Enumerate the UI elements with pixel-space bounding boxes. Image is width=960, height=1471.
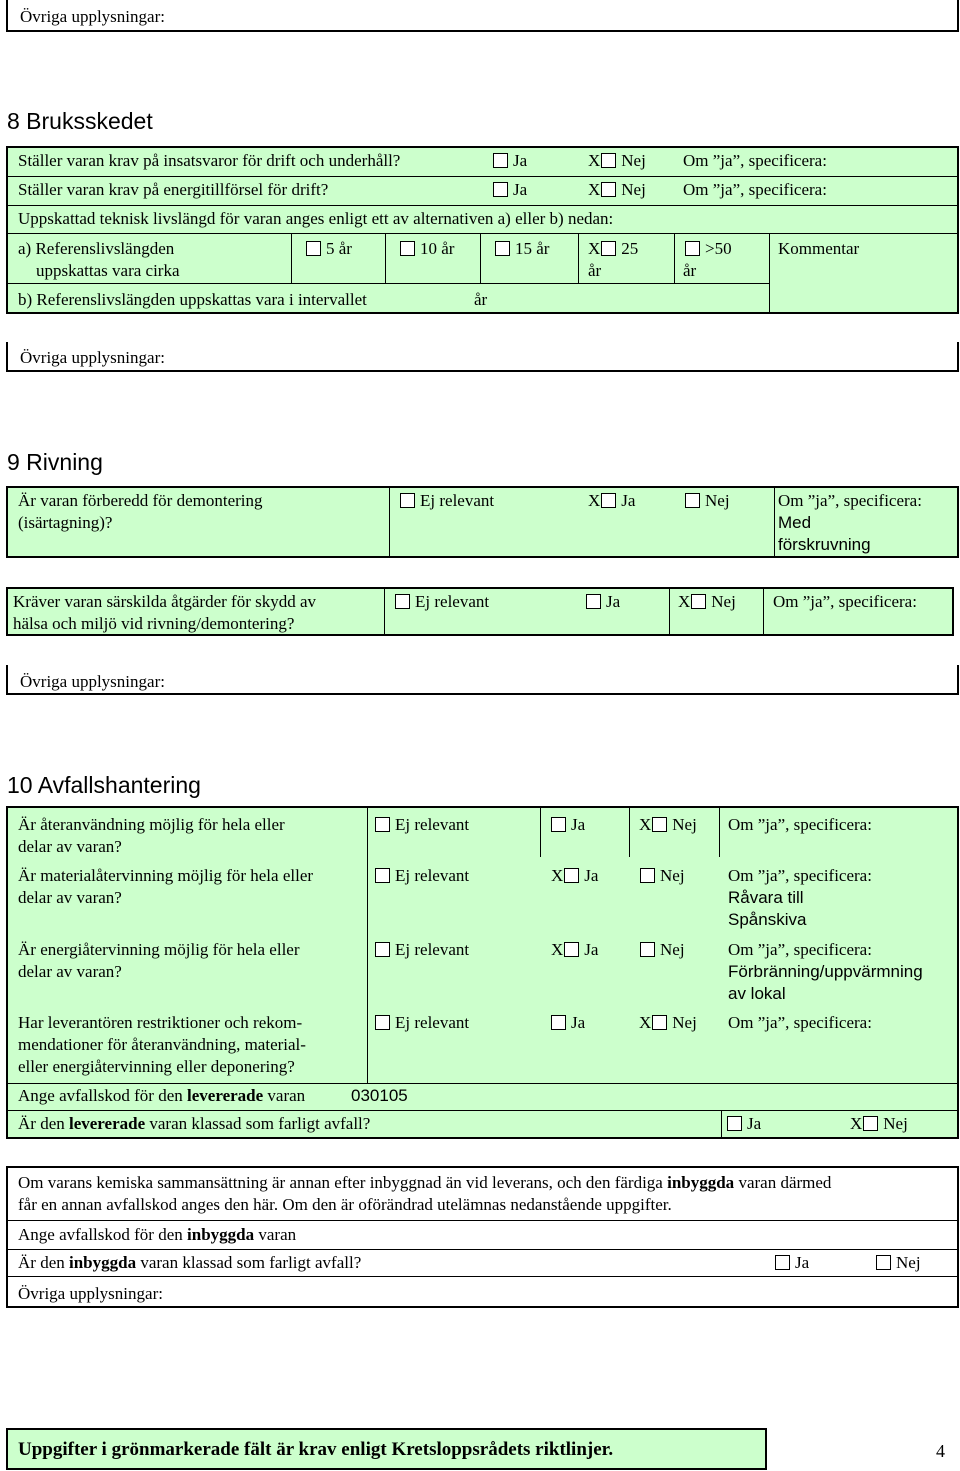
s10-q3-spec-value-1: Förbränning/uppvärmning — [728, 962, 923, 981]
s10-q3-ej-relevant-checkbox[interactable] — [375, 942, 390, 957]
s10-q2-spec-value-1: Råvara till — [728, 888, 804, 907]
s9-q2-label-2: hälsa och miljö vid rivning/demontering? — [13, 614, 295, 633]
s10-q3-spec-value-2: av lokal — [728, 984, 786, 1003]
ovriga-label: Övriga upplysningar: — [20, 7, 165, 26]
s9-q1-ja: X Ja — [588, 491, 636, 510]
s10-q4-ej-relevant-checkbox[interactable] — [375, 1015, 390, 1030]
s8-opt-25: X 25 — [588, 239, 639, 258]
s8-opt-5: 5 år — [306, 238, 352, 260]
s10-q4-ja-checkbox[interactable] — [551, 1015, 566, 1030]
s10-built-code-label: Ange avfallskod för den inbyggda varan — [18, 1225, 297, 1244]
s8-opt-15: 15 år — [495, 238, 549, 260]
s10-q2-spec-value-2: Spånskiva — [728, 910, 807, 929]
s8-opt-25-unit: år — [588, 261, 602, 280]
s10-q3-specify[interactable]: Om ”ja”, specificera: — [728, 940, 872, 959]
s8-q2-nej: X Nej — [588, 180, 646, 199]
ovriga-label: Övriga upplysningar: — [20, 348, 165, 367]
s10-q3-label-2: delar av varan? — [18, 962, 122, 981]
footer-note-box — [6, 1428, 767, 1470]
s10-q1-nej-checkbox[interactable] — [652, 817, 667, 832]
s10-q2-label-1: Är materialåtervinning möjlig för hela eller — [18, 866, 314, 885]
s8-q3: Uppskattad teknisk livslängd för varan anges enligt ett av alternativen a) eller b) nedan: — [18, 209, 614, 228]
s8-kommentar[interactable]: Kommentar — [778, 239, 860, 258]
s8-q1-ja-checkbox[interactable] — [493, 153, 508, 168]
s10-q1-specify[interactable]: Om ”ja”, specificera: — [728, 815, 872, 834]
s10-info-line-2: får en annan avfallskod anges den här. Om den är oförändrad utelämnas nedanstående uppgifter. — [18, 1195, 672, 1214]
s10-q4-nej-checkbox[interactable] — [652, 1015, 667, 1030]
s9-ovriga-box — [6, 665, 959, 695]
s8-ovriga-box — [6, 342, 959, 372]
s9-q2-ja: Ja — [586, 591, 620, 613]
s8-q2-ja: Ja — [493, 179, 527, 201]
s9-q1-spec-value-2: förskruvning — [778, 535, 871, 554]
section-9-heading: 9 Rivning — [7, 449, 103, 475]
s10-q3-nej-checkbox[interactable] — [640, 942, 655, 957]
footer-note: Uppgifter i grönmarkerade fält är krav enligt Kretsloppsrådets riktlinjer. — [18, 1439, 614, 1460]
s8-opt-50: >50 — [685, 238, 732, 260]
s8-opt-25-checkbox[interactable] — [601, 241, 616, 256]
s10-q1-nej: X Nej — [639, 815, 697, 834]
s10-built-hazard-nej-checkbox[interactable] — [876, 1255, 891, 1270]
s9-q2-nej-checkbox[interactable] — [691, 594, 706, 609]
s9-q2-ej-relevant-checkbox[interactable] — [395, 594, 410, 609]
s8-q1-nej: X Nej — [588, 151, 646, 170]
s10-q4-label-2: mendationer för återanvändning, material- — [18, 1035, 306, 1054]
s10-q4-label-1: Har leverantören restriktioner och rekom- — [18, 1013, 303, 1032]
s8-q2: Ställer varan krav på energitillförsel för drift? — [18, 180, 329, 199]
s10-q4-nej: X Nej — [639, 1013, 697, 1032]
s9-q2-specify[interactable]: Om ”ja”, specificera: — [773, 592, 917, 611]
s10-info-line-1: Om varans kemiska sammansättning är annan efter inbyggnad än vid leverans, och den färdiga inbyggda varan därmed — [18, 1173, 832, 1192]
s10-q2-nej: Nej — [640, 865, 685, 887]
s9-q1-nej: Nej — [685, 490, 730, 512]
s10-q1-ej-relevant-checkbox[interactable] — [375, 817, 390, 832]
s8-q1-ja: Ja — [493, 150, 527, 172]
s9-q1-ja-checkbox[interactable] — [601, 493, 616, 508]
s8-q1-specify[interactable]: Om ”ja”, specificera: — [683, 151, 827, 170]
s10-waste-code-value[interactable]: 030105 — [351, 1086, 408, 1105]
s10-q2-nej-checkbox[interactable] — [640, 868, 655, 883]
s8-q1: Ställer varan krav på insatsvaror för drift och underhåll? — [18, 151, 401, 170]
s10-built-hazard-nej: Nej — [876, 1252, 921, 1274]
s8-q1-nej-checkbox[interactable] — [601, 153, 616, 168]
top-ovriga-box — [6, 0, 959, 32]
s10-hazard-ja-checkbox[interactable] — [727, 1116, 742, 1131]
s9-q1-label-1: Är varan förberedd för demontering — [18, 491, 263, 510]
s10-q3-ja-checkbox[interactable] — [564, 942, 579, 957]
s10-q2-ja-checkbox[interactable] — [564, 868, 579, 883]
s10-hazard-ja: Ja — [727, 1113, 761, 1135]
s8-a-label-2: uppskattas vara cirka — [36, 261, 180, 280]
s9-q2-nej: X Nej — [678, 592, 736, 611]
s9-q2-label-1: Kräver varan särskilda åtgärder för skydd av — [13, 592, 317, 611]
section-10-heading: 10 Avfallshantering — [7, 772, 201, 798]
s10-q4-ja: Ja — [551, 1012, 585, 1034]
s10-hazard-nej: X Nej — [850, 1114, 908, 1133]
s10-hazard-nej-checkbox[interactable] — [863, 1116, 878, 1131]
s10-q1-ja-checkbox[interactable] — [551, 817, 566, 832]
s9-q1-specify[interactable]: Om ”ja”, specificera: — [778, 491, 922, 510]
s10-q2-ej-relevant-checkbox[interactable] — [375, 868, 390, 883]
s10-q1-label-1: Är återanvändning möjlig för hela eller — [18, 815, 285, 834]
page-number: 4 — [936, 1441, 945, 1461]
s8-opt-50-checkbox[interactable] — [685, 241, 700, 256]
ovriga-label: Övriga upplysningar: — [18, 1284, 163, 1303]
s8-opt-10-checkbox[interactable] — [400, 241, 415, 256]
s9-q2-ja-checkbox[interactable] — [586, 594, 601, 609]
s10-q1-ja: Ja — [551, 814, 585, 836]
s10-q2-specify[interactable]: Om ”ja”, specificera: — [728, 866, 872, 885]
s8-b-unit: år — [474, 290, 488, 309]
s8-q2-nej-checkbox[interactable] — [601, 182, 616, 197]
s10-q3-nej: Nej — [640, 939, 685, 961]
s10-built-hazard-label: Är den inbyggda varan klassad som farligt avfall? — [18, 1253, 362, 1272]
ovriga-label: Övriga upplysningar: — [20, 672, 165, 691]
s8-opt-5-checkbox[interactable] — [306, 241, 321, 256]
s10-built-hazard-ja-checkbox[interactable] — [775, 1255, 790, 1270]
s8-a-label-1: a) Referenslivslängden — [18, 239, 175, 258]
s10-q4-specify[interactable]: Om ”ja”, specificera: — [728, 1013, 872, 1032]
s8-q2-ja-checkbox[interactable] — [493, 182, 508, 197]
s10-q3-ej-relevant: Ej relevant — [375, 939, 469, 961]
s10-q3-ja: X Ja — [551, 940, 599, 959]
s9-q1-ej-relevant-checkbox[interactable] — [400, 493, 415, 508]
s8-b-label: b) Referenslivslängden uppskattas vara i intervallet — [18, 290, 367, 309]
s9-q1-spec-value-1: Med — [778, 513, 812, 532]
s8-opt-50-unit: år — [683, 261, 697, 280]
s10-q3-label-1: Är energiåtervinning möjlig för hela eller — [18, 940, 300, 959]
s10-q1-label-2: delar av varan? — [18, 837, 122, 856]
s8-opt-15-checkbox[interactable] — [495, 241, 510, 256]
s9-q1-label-2: (isärtagning)? — [18, 513, 113, 532]
s10-q2-label-2: delar av varan? — [18, 888, 122, 907]
s10-q1-ej-relevant: Ej relevant — [375, 814, 469, 836]
s8-opt-10: 10 år — [400, 238, 454, 260]
s10-waste-code-label: Ange avfallskod för den levererade varan — [18, 1086, 306, 1105]
s10-q4-ej-relevant: Ej relevant — [375, 1012, 469, 1034]
s9-q1-nej-checkbox[interactable] — [685, 493, 700, 508]
s8-q2-specify[interactable]: Om ”ja”, specificera: — [683, 180, 827, 199]
s10-built-hazard-ja: Ja — [775, 1252, 809, 1274]
s10-q2-ej-relevant: Ej relevant — [375, 865, 469, 887]
s10-hazard-label: Är den levererade varan klassad som farligt avfall? — [18, 1114, 371, 1133]
s9-q2-ej-relevant: Ej relevant — [395, 591, 489, 613]
section-8-heading: 8 Bruksskedet — [7, 108, 153, 134]
s9-q1-ej-relevant: Ej relevant — [400, 490, 494, 512]
s10-q4-label-3: eller energiåtervinning eller deponering? — [18, 1057, 295, 1076]
s10-q2-ja: X Ja — [551, 866, 599, 885]
